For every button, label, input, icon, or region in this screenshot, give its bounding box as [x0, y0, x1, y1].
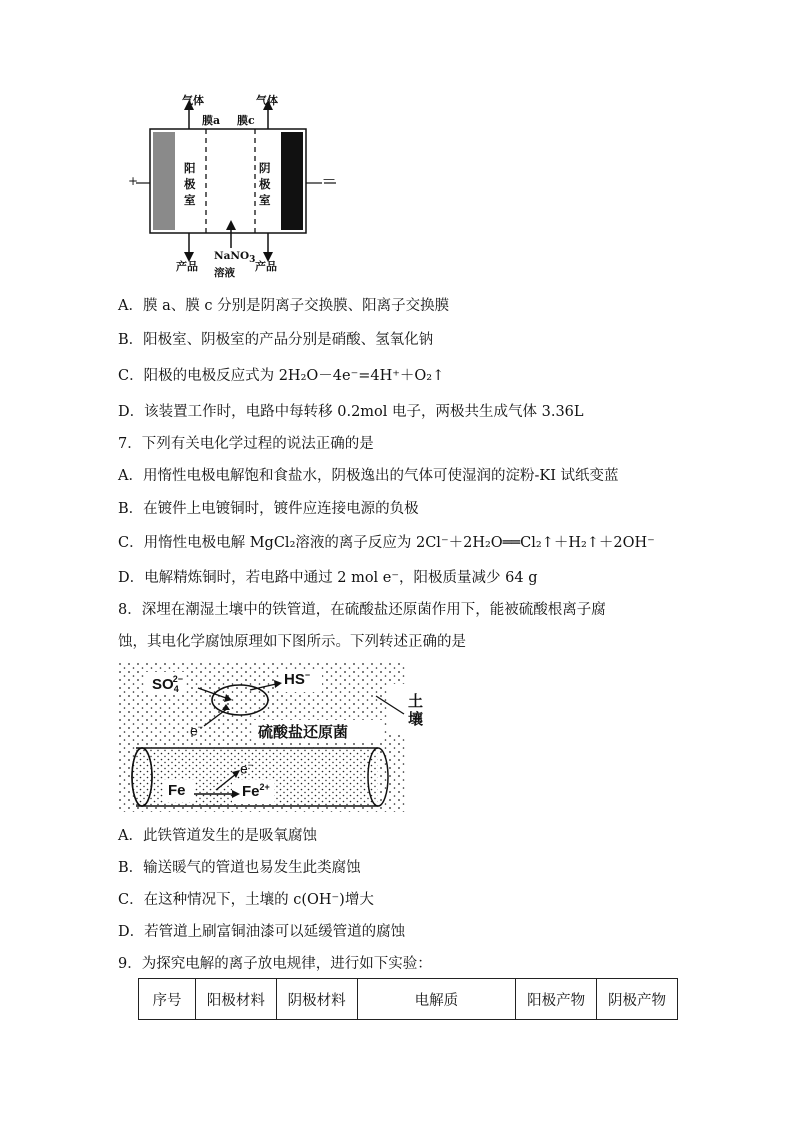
q8-option-b: B．输送暖气的管道也易发生此类腐蚀	[118, 860, 361, 876]
sulfate-ion-label: $SO_4^{2-}$	[152, 674, 183, 694]
electron-pipe-label: e−	[240, 760, 254, 777]
table-header-row	[139, 979, 678, 1020]
q6-option-c: C．阳极的电极反应式为 2H₂O－4e⁻=4H⁺＋O₂↑	[118, 368, 445, 384]
membrane-c-label: 膜c	[237, 114, 255, 127]
gas-right-label: 气体	[256, 94, 278, 107]
q8-stem-line1: 8．深埋在潮湿土壤中的铁管道，在硫酸盐还原菌作用下，能被硫酸根离子腐	[118, 602, 606, 618]
q7-option-d: D．电解精炼铜时，若电路中通过 2 mol e⁻，阳极质量减少 64 g	[118, 570, 538, 586]
q7-option-b: B．在镀件上电镀铜时，镀件应连接电源的负极	[118, 501, 419, 517]
q9-stem: 9．为探究电解的离子放电规律，进行如下实验：	[118, 956, 432, 972]
header-cathode-product: 阴极产物	[597, 979, 678, 1020]
q7-stem: 7．下列有关电化学过程的说法正确的是	[118, 436, 374, 452]
q7-option-c: C．用惰性电极电解 MgCl₂溶液的离子反应为 2Cl⁻＋2H₂O══Cl₂↑＋H₂↑＋2OH⁻	[118, 535, 655, 551]
fe-label: Fe	[168, 782, 186, 799]
membrane-a-label: 膜a	[202, 114, 221, 127]
plus-sign: +	[128, 174, 139, 188]
header-electrolyte: 电解质	[357, 979, 516, 1020]
product-right-label: 产品	[255, 260, 277, 273]
gas-left-label: 气体	[182, 94, 204, 107]
q6-option-b: B．阳极室、阴极室的产品分别是硝酸、氢氧化钠	[118, 332, 434, 348]
anode-electrode	[153, 132, 175, 230]
cathode-electrode	[281, 132, 303, 230]
header-anode-product: 阳极产物	[516, 979, 597, 1020]
nano3-label: NaNO$_3$ 溶液	[214, 250, 256, 280]
header-cathode-material: 阴极材料	[276, 979, 357, 1020]
anode-room-label: 阳 极 室	[184, 161, 196, 207]
q8-stem-line2: 蚀，其电化学腐蚀原理如下图所示。下列转述正确的是	[118, 634, 466, 650]
product-left-label: 产品	[176, 260, 198, 273]
q6-option-a: A．膜 a、膜 c 分别是阴离子交换膜、阳离子交换膜	[118, 298, 450, 314]
q8-option-a: A．此铁管道发生的是吸氧腐蚀	[118, 828, 317, 844]
q8-option-d: D．若管道上刷富铜油漆可以延缓管道的腐蚀	[118, 924, 406, 940]
q8-option-c: C．在这种情况下，土壤的 c(OH⁻)增大	[118, 892, 374, 908]
fe2-ion-label: $Fe^{2+}$	[242, 782, 270, 800]
q6-option-d: D．该装置工作时，电路中每转移 0.2mol 电子，两极共生成气体 3.36L	[118, 404, 584, 420]
hs-ion-label: HS−	[284, 670, 311, 688]
electrolysis-cell-diagram	[118, 88, 335, 280]
header-index: 序号	[139, 979, 196, 1020]
bacteria-label: 硫酸盐还原菌	[258, 723, 349, 741]
input-arrow	[226, 220, 236, 230]
cathode-room-label: 阴 极 室	[259, 161, 271, 207]
pipe-corrosion-diagram	[118, 662, 438, 812]
q7-option-a: A．用惰性电极电解饱和食盐水，阴极逸出的气体可使湿润的淀粉-KI 试纸变蓝	[118, 468, 619, 484]
minus-sign: —	[323, 172, 335, 186]
q9-experiment-table	[138, 978, 678, 1020]
header-anode-material: 阳极材料	[195, 979, 276, 1020]
electron-top-label: e−	[190, 722, 204, 739]
soil-label: 土 壤	[408, 692, 424, 728]
